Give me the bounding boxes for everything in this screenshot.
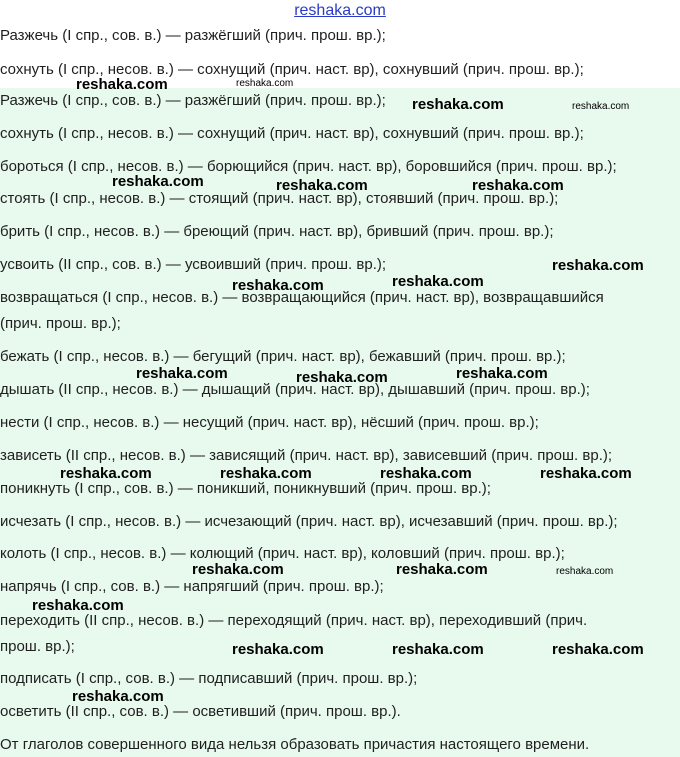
watermark: reshaka.com: [392, 273, 484, 290]
text-line: зависеть (II спр., несов. в.) — зависящий (прич. наст. вр), зависевший (прич. прош. вр.);: [0, 447, 613, 464]
watermark: reshaka.com: [412, 96, 504, 113]
watermark: reshaka.com: [32, 597, 124, 614]
watermark: reshaka.com: [276, 177, 368, 194]
watermark: reshaka.com: [456, 365, 548, 382]
watermark: reshaka.com: [232, 641, 324, 658]
watermark: reshaka.com: [72, 688, 164, 705]
site-header-link[interactable]: reshaka.com: [294, 2, 386, 19]
text-line: исчезать (I спр., несов. в.) — исчезающий (прич. наст. вр), исчезавший (прич. прош. вр.);: [0, 513, 618, 530]
watermark: reshaka.com: [380, 465, 472, 482]
text-line: переходить (II спр., несов. в.) — переходящий (прич. наст. вр), переходивший (прич.: [0, 612, 588, 629]
watermark: reshaka.com: [112, 173, 204, 190]
watermark: reshaka.com: [572, 101, 630, 112]
text-line: сохнуть (I спр., несов. в.) — сохнущий (прич. наст. вр), сохнувший (прич. прош. вр.);: [0, 125, 584, 142]
watermark: reshaka.com: [192, 561, 284, 578]
text-line: бежать (I спр., несов. в.) — бегущий (прич. наст. вр), бежавший (прич. прош. вр.);: [0, 348, 566, 365]
text-line: возвращаться (I спр., несов. в.) — возвращающийся (прич. наст. вр), возвращавшийся: [0, 289, 604, 306]
watermark: reshaka.com: [392, 641, 484, 658]
watermark: reshaka.com: [136, 365, 228, 382]
watermark: reshaka.com: [540, 465, 632, 482]
watermark: reshaka.com: [552, 641, 644, 658]
text-line: прош. вр.);: [0, 638, 75, 655]
text-line: осветить (II спр., сов. в.) — осветивший (прич. прош. вр.).: [0, 703, 401, 720]
watermark: reshaka.com: [220, 465, 312, 482]
watermark: reshaka.com: [236, 78, 294, 89]
conclusion-text: От глаголов совершенного вида нельзя образовать причастия настоящего времени.: [0, 736, 590, 753]
text-line: напрячь (I спр., сов. в.) — напрягший (прич. прош. вр.);: [0, 578, 384, 595]
text-line: брить (I спр., несов. в.) — бреющий (прич. наст. вр), бривший (прич. прош. вр.);: [0, 223, 554, 240]
watermark: reshaka.com: [232, 277, 324, 294]
watermark: reshaka.com: [472, 177, 564, 194]
text-line: поникнуть (I спр., сов. в.) — поникший, поникнувший (прич. прош. вр.);: [0, 480, 491, 497]
text-line: стоять (I спр., несов. в.) — стоящий (прич. наст. вр), стоявший (прич. прош. вр.);: [0, 190, 559, 207]
watermark: reshaka.com: [556, 566, 614, 577]
watermark: reshaka.com: [552, 257, 644, 274]
text-line: бороться (I спр., несов. в.) — борющийся (прич. наст. вр), боровшийся (прич. прош. вр.);: [0, 158, 617, 175]
text-line: усвоить (II спр., сов. в.) — усвоивший (прич. прош. вр.);: [0, 256, 387, 273]
text-line: колоть (I спр., несов. в.) — колющий (прич. наст. вр), коловший (прич. прош. вр.);: [0, 545, 565, 562]
text-line: дышать (II спр., несов. в.) — дышащий (прич. наст. вр), дышавший (прич. прош. вр.);: [0, 381, 590, 398]
top-text-line: Разжечь (I спр., сов. в.) — разжёгший (прич. прош. вр.);: [0, 27, 386, 44]
text-line: Разжечь (I спр., сов. в.) — разжёгший (прич. прош. вр.);: [0, 92, 386, 109]
watermark: reshaka.com: [76, 76, 168, 93]
watermark: reshaka.com: [60, 465, 152, 482]
top-text-line: сохнуть (I спр., несов. в.) — сохнущий (прич. наст. вр), сохнувший (прич. прош. вр.);: [0, 61, 584, 78]
text-line: (прич. прош. вр.);: [0, 315, 121, 332]
watermark: reshaka.com: [396, 561, 488, 578]
text-line: подписать (I спр., сов. в.) — подписавший (прич. прош. вр.);: [0, 670, 418, 687]
watermark: reshaka.com: [296, 369, 388, 386]
text-line: нести (I спр., несов. в.) — несущий (прич. наст. вр), нёсший (прич. прош. вр.);: [0, 414, 539, 431]
